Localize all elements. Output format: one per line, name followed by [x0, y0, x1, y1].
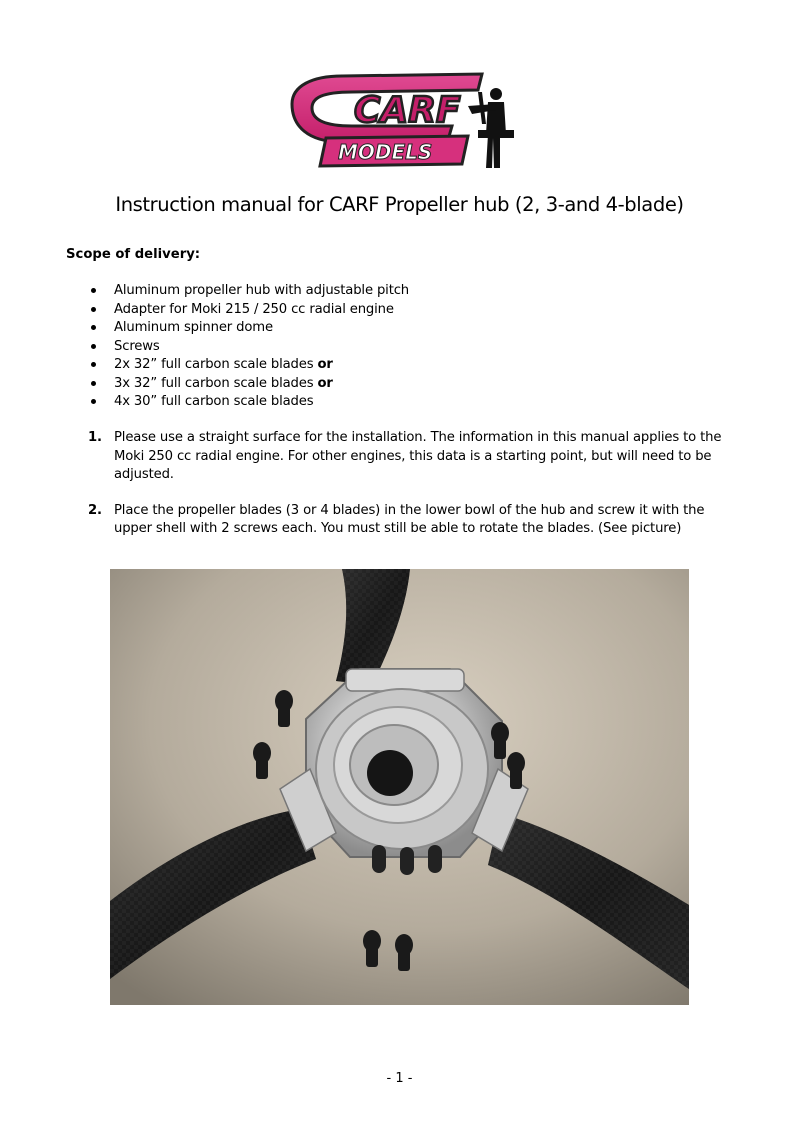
list-item: Adapter for Moki 215 / 250 cc radial engine — [88, 301, 728, 320]
list-item: 3x 32” full carbon scale blades or — [88, 375, 728, 394]
propeller-hub-photo — [110, 569, 689, 1005]
bullet-icon — [91, 288, 96, 293]
step-item — [88, 502, 738, 539]
step-text: Place the propeller blades (3 or 4 blades) in the lower bowl of the hub and screw it with the upper shell with 2 screws each. You must still be able to rotate the blades. (See picture) — [114, 502, 705, 537]
bullet-icon — [91, 344, 96, 349]
logo-main-text: CARF — [354, 90, 461, 131]
pilot-silhouette — [468, 88, 514, 168]
bullet-icon — [91, 325, 96, 330]
delivery-list — [88, 282, 728, 412]
carf-models-logo — [282, 64, 522, 176]
list-item: Aluminum propeller hub with adjustable pitch — [88, 282, 728, 301]
document-title: Instruction manual for CARF Propeller hub (2, 3-and 4-blade) — [115, 193, 684, 216]
instruction-steps — [88, 429, 738, 556]
step-number: 1. — [88, 430, 102, 445]
bullet-icon — [91, 307, 96, 312]
logo-sub-text: MODELS — [338, 140, 433, 164]
list-item: Aluminum spinner dome — [88, 319, 728, 338]
list-item: 2x 32” full carbon scale blades or — [88, 356, 728, 375]
bullet-icon — [91, 399, 96, 404]
scope-heading: Scope of delivery: — [66, 247, 201, 262]
bullet-icon — [91, 362, 96, 367]
step-text: Please use a straight surface for the installation. The information in this manual applies to the Moki 250 cc radial engine. For other engines, this data is a starting point, but will need to be adjusted. — [114, 430, 722, 483]
step-number: 2. — [88, 502, 102, 518]
bullet-icon — [91, 381, 96, 386]
page-number: - 1 - — [386, 1071, 413, 1086]
list-item: 4x 30” full carbon scale blades — [88, 393, 728, 412]
step-item — [88, 429, 738, 485]
list-item: Screws — [88, 338, 728, 357]
